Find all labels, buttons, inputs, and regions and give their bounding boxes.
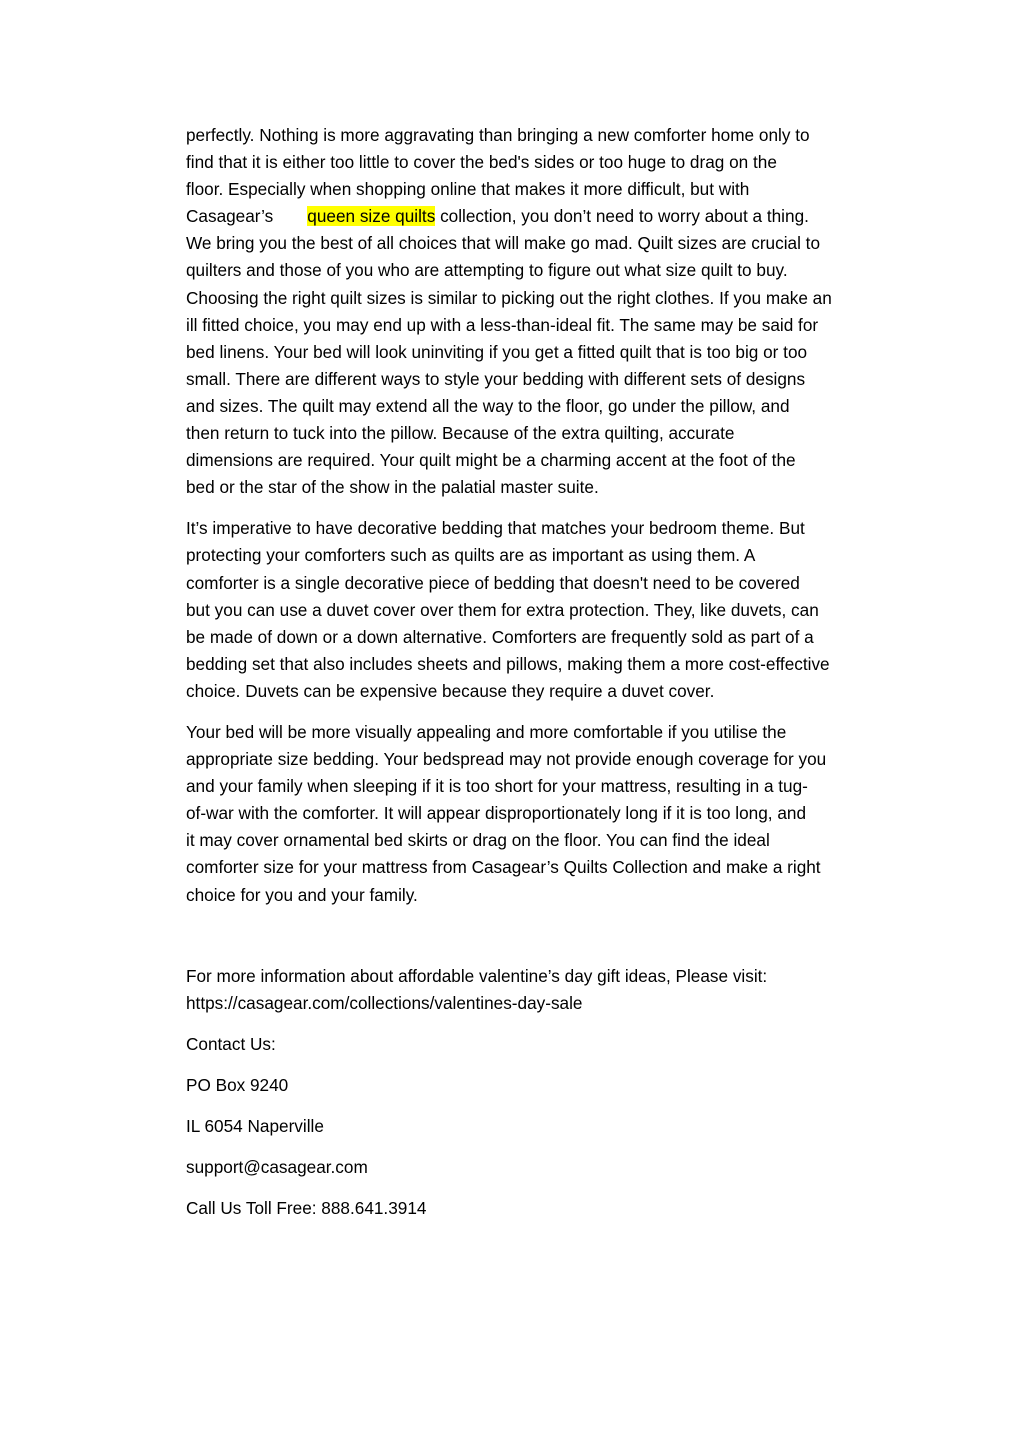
text-line: small. There are different ways to style your bedding with different sets of designs (186, 368, 806, 389)
text-line: It’s imperative to have decorative bedding that matches your bedroom theme. But (186, 518, 805, 539)
text-line: choice. Duvets can be expensive because they require a duvet cover. (186, 680, 715, 701)
text-line: quilters and those of you who are attempting to figure out what size quilt to buy. (186, 260, 788, 281)
valentines-sale-url[interactable]: https://casagear.com/collections/valentines-day-sale (186, 992, 583, 1013)
text-line: We bring you the best of all choices that will make go mad. Quilt sizes are crucial to (186, 233, 820, 254)
text-line: be made of down or a down alternative. Comforters are frequently sold as part of a (186, 626, 814, 647)
text-line: ill fitted choice, you may end up with a less-than-ideal fit. The same may be said for (186, 314, 819, 335)
text-line: bedding set that also includes sheets and pillows, making them a more cost-effective (186, 653, 830, 674)
text-line: Your bed will be more visually appealing and more comfortable if you utilise the (186, 721, 787, 742)
paragraph-more-info (186, 963, 904, 1017)
text-line: bed or the star of the show in the palatial master suite. (186, 477, 599, 498)
support-email[interactable]: support@casagear.com (186, 1157, 368, 1178)
po-box: PO Box 9240 (186, 1074, 289, 1095)
text-line: Choosing the right quilt sizes is similar to picking out the right clothes. If you make an (186, 287, 832, 308)
text-line: and sizes. The quilt may extend all the way to the floor, go under the pillow, and (186, 395, 790, 416)
text-line: perfectly. Nothing is more aggravating than bringing a new comforter home only to (186, 125, 810, 145)
text-line: bed linens. Your bed will look uninviting if you get a fitted quilt that is too big or too (186, 341, 808, 362)
text-line: of-war with the comforter. It will appear disproportionately long if it is too long, and (186, 803, 807, 824)
text-line: then return to tuck into the pillow. Because of the extra quilting, accurate (186, 423, 735, 444)
text-after-link: collection, you don’t need to worry about a thing. (435, 206, 809, 227)
city-address: IL 6054 Naperville (186, 1116, 324, 1136)
text-line: and your family when sleeping if it is too short for your mattress, resulting in a tug- (186, 776, 808, 797)
toll-free-phone: Call Us Toll Free: 888.641.3914 (186, 1198, 427, 1219)
text-line-with-link (186, 203, 904, 230)
text-line: choice for you and your family. (186, 884, 418, 905)
document-body (186, 122, 904, 1236)
text-line: protecting your comforters such as quilts are as important as using them. A (186, 545, 756, 566)
text-line: floor. Especially when shopping online that makes it more difficult, but with (186, 179, 750, 200)
text-line: find that it is either too little to cover the bed's sides or too huge to drag on the (186, 152, 777, 173)
paragraph-bedding-size (186, 719, 904, 909)
queen-size-quilts-link[interactable]: queen size quilts (307, 206, 436, 227)
text-line: appropriate size bedding. Your bedspread may not provide enough coverage for you (186, 749, 827, 770)
brand-text: Casagear’s (186, 206, 274, 227)
text-line: but you can use a duvet cover over them for extra protection. They, like duvets, can (186, 599, 819, 620)
paragraph-quilt-sizes (186, 122, 904, 501)
text-line: it may cover ornamental bed skirts or drag on the floor. You can find the ideal (186, 830, 770, 851)
text-line: comforter is a single decorative piece of bedding that doesn't need to be covered (186, 572, 800, 593)
paragraph-decorative-bedding (186, 515, 904, 705)
text-line: dimensions are required. Your quilt might be a charming accent at the foot of the (186, 450, 796, 471)
contact-heading: Contact Us: (186, 1033, 276, 1054)
text-line: comforter size for your mattress from Casagear’s Quilts Collection and make a right (186, 857, 821, 878)
more-info-text: For more information about affordable valentine’s day gift ideas, Please visit: (186, 965, 768, 986)
